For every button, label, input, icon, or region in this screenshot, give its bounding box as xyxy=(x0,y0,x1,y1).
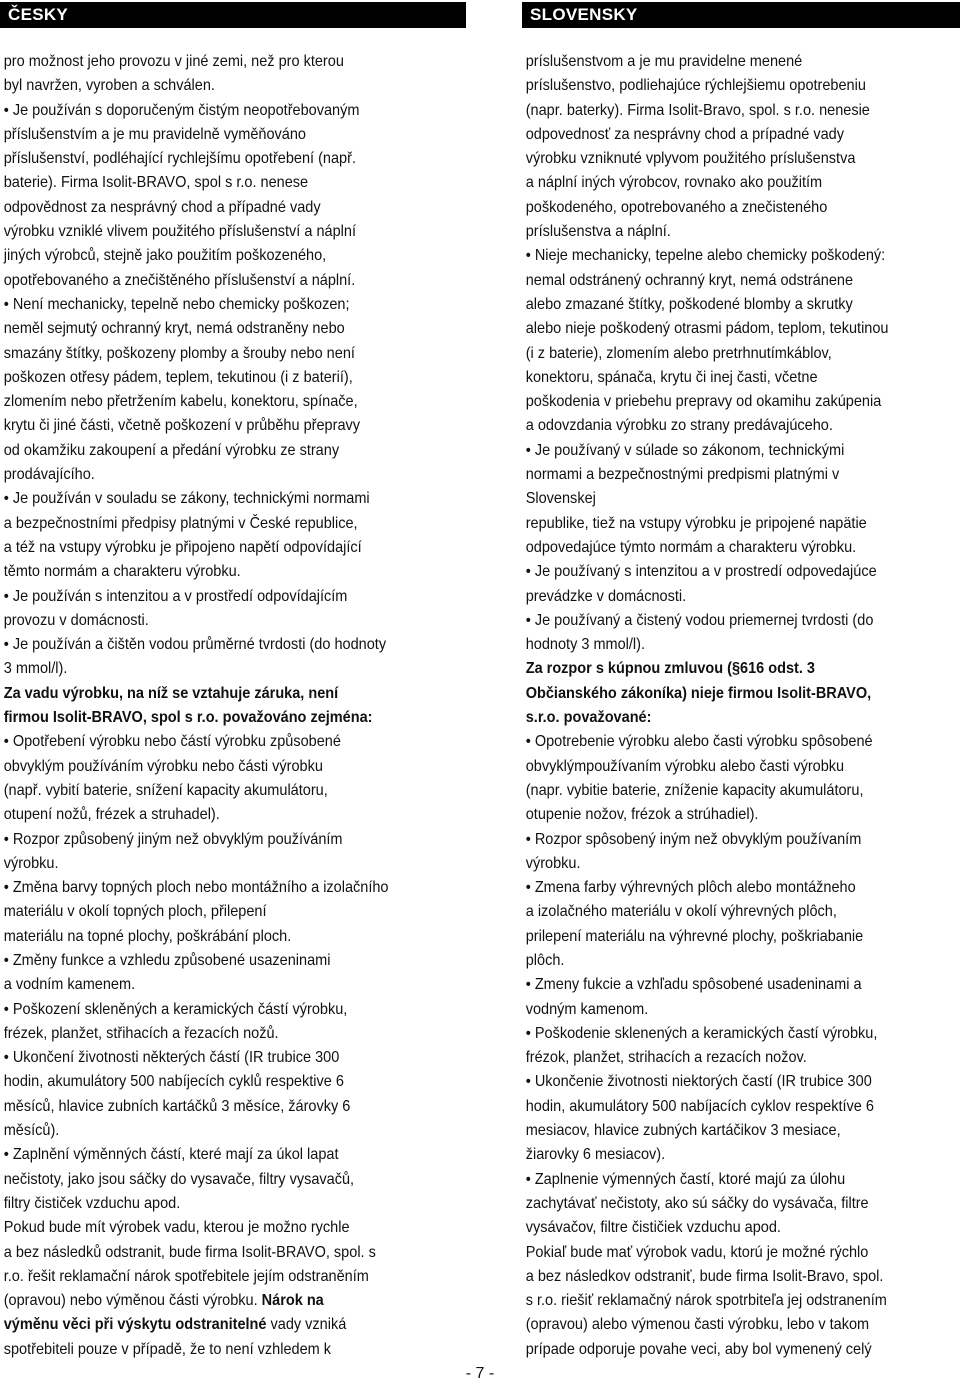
text-line: alebo zmazané štítky, poškodené blomby a skrutky xyxy=(525,295,853,313)
text-line: a vodním kamenem. xyxy=(3,976,136,994)
text-line: vysávačov, filtre čističiek vzduchu apod. xyxy=(525,1219,781,1237)
text-line: pro možnost jeho provozu v jiné zemi, než pro kterou xyxy=(3,53,344,70)
text-line: a bez následků odstranit, bude firma Isolit-BRAVO, spol. s xyxy=(3,1243,376,1261)
text-line: výrobku. xyxy=(525,854,581,872)
text-line: měsíců, hlavice zubních kartáčků 3 měsíce, žárovky 6 xyxy=(3,1097,351,1115)
text-fragment: vady vzniká xyxy=(266,1316,347,1334)
text-line: prilepení materiálu na výhrevné plochy, poškriabanie xyxy=(525,927,864,945)
text-line: nemal odstránený ochranný kryt, nemá odstránene xyxy=(525,271,854,289)
text-line: otupení nožů, frézek a struhadel). xyxy=(3,806,220,824)
text-line: a bez následkov odstraniť, bude firma Isolit-Bravo, spol. xyxy=(525,1267,884,1285)
text-line: poškozen otřesy pádem, teplem, tekutinou (i z baterií), xyxy=(3,368,353,386)
text-line: smazány štítky, poškozeny plomby a šrouby nebo není xyxy=(3,344,355,362)
text-line: filtry čističek vzduchu apod. xyxy=(3,1194,181,1212)
text-line: • Je používán s doporučeným čistým neopotřebovaným xyxy=(3,101,360,119)
text-line: materiálu v okolí topných ploch, přilepení xyxy=(3,903,267,921)
text-line: • Zmeny fukcie a vzhľadu spôsobené usadeninami a xyxy=(525,976,862,994)
text-line: výrobku. xyxy=(3,854,59,872)
bold-line: Občianského zákoníka) nieje firmou Isolit-BRAVO, xyxy=(525,684,872,702)
text-line: odpovedajúce týmto normám a charakteru výrobku. xyxy=(525,538,857,556)
text-line: (napr. vybitie baterie, zníženie kapacity akumulátoru, xyxy=(525,781,864,799)
text-line: • Poškození skleněných a keramických částí výrobku, xyxy=(3,1000,348,1018)
text-line: konektoru, spánača, krytu či inej časti, včetne xyxy=(525,368,818,386)
text-line: obvyklým používáním výrobku nebo části výrobku xyxy=(3,757,323,775)
text-line: prevádzke v domácnosti. xyxy=(525,587,687,605)
text-line: od okamžiku zakoupení a předání výrobku ze strany xyxy=(3,441,340,459)
text-line: a náplní iných výrobcov, rovnako ako použitím xyxy=(525,174,823,192)
bold-line: firmou Isolit-BRAVO, spol s r.o. považováno zejména: xyxy=(3,709,373,727)
text-line: • Změny funkce a vzhledu způsobené usazeninami xyxy=(3,951,331,969)
text-line: zachytávať nečistoty, ako sú sáčky do vysávača, filtre xyxy=(525,1194,869,1212)
bold-fragment: Nárok na xyxy=(261,1292,324,1310)
text-line: (např. vybití baterie, snížení kapacity akumulátoru, xyxy=(3,781,328,799)
slovak-text xyxy=(522,50,960,1362)
text-line: republike, tiež na vstupy výrobku je pripojené napätie xyxy=(525,514,867,532)
text-line: a izolačného materiálu v okolí výhrevných plôch, xyxy=(525,903,837,921)
text-line: měsíců). xyxy=(3,1122,60,1140)
text-line: materiálu na topné plochy, poškrábání ploch. xyxy=(3,927,292,945)
text-line: a též na vstupy výrobku je připojeno napětí odpovídající xyxy=(3,538,362,556)
text-line: prípade odporuje povahe veci, aby bol vymenený celý xyxy=(525,1340,872,1358)
text-line: r.o. řešit reklamační nárok spotřebitele jejím odstraněním xyxy=(3,1267,369,1285)
text-line: a bezpečnostními předpisy platnými v České republice, xyxy=(3,514,358,532)
text-line: normami a bezpečnostnými predpismi platnými v xyxy=(525,466,840,484)
text-line: frézok, planžet, strihacích a rezacích nožov. xyxy=(525,1049,807,1067)
text-line: (i z baterie), zlomením alebo pretrhnutímkáblov, xyxy=(525,344,832,362)
text-line: • Zaplnění výměnných částí, které mají za úkol lapat xyxy=(3,1146,339,1164)
bold-line: Za vadu výrobku, na níž se vztahuje záruka, není xyxy=(3,684,339,702)
text-line xyxy=(4,1289,469,1313)
text-line: (opravou) alebo výmenou časti výrobku, lebo v takom xyxy=(525,1316,870,1334)
text-line: baterie). Firma Isolit-BRAVO, spol s r.o. nenese xyxy=(3,174,309,192)
text-line: žiarovky 6 mesiacov). xyxy=(525,1146,666,1164)
text-line: mesiacov, hlavice zubných kartáčikov 3 mesiace, xyxy=(525,1122,841,1140)
text-line: hodin, akumulátory 500 nabíjecích cyklů respektive 6 xyxy=(3,1073,344,1091)
text-line: • Je používán s intenzitou a v prostředí odpovídajícím xyxy=(3,587,348,605)
text-line: a odovzdania výrobku zo strany predávajúceho. xyxy=(525,417,833,435)
text-fragment: (opravou) nebo výměnou části výrobku. xyxy=(3,1292,262,1310)
text-line: alebo nieje poškodený otrasmi pádom, teplom, tekutinou xyxy=(525,320,889,338)
text-line xyxy=(4,1313,469,1337)
text-line: poškodeného, opotrebovaného a znečisteného xyxy=(525,198,828,216)
text-line: • Poškodenie sklenených a keramických častí výrobku, xyxy=(525,1024,878,1042)
text-line: zlomením nebo přetržením kabelu, konektoru, spínače, xyxy=(3,393,358,411)
text-line: těmto normám a charakteru výrobku. xyxy=(3,563,241,581)
slovak-column xyxy=(522,0,960,1362)
text-line: nečistoty, jako jsou sáčky do vysavače, filtry vysavačů, xyxy=(3,1170,355,1188)
text-line: hodin, akumulátory 500 nabíjacích cyklov respektíve 6 xyxy=(525,1097,874,1115)
text-line: • Rozpor způsobený jiným než obvyklým používáním xyxy=(3,830,343,848)
text-line: • Ukončenie životnosti niektorých častí (IR trubice 300 xyxy=(525,1073,872,1091)
text-line: plôch. xyxy=(525,951,565,969)
text-line: provozu v domácnosti. xyxy=(3,611,149,629)
text-line: • Změna barvy topných ploch nebo montážního a izolačního xyxy=(3,879,389,897)
text-line: výrobku vzniklé vlivem použitého příslušenství a náplní xyxy=(3,223,356,241)
text-line: • Je používaný a čistený vodou priemernej tvrdosti (do xyxy=(525,611,874,629)
czech-column xyxy=(0,0,466,1362)
text-line: • Opotrebenie výrobku alebo časti výrobku spôsobené xyxy=(525,733,873,751)
text-line: odpovednosť za nesprávny chod a prípadné vady xyxy=(525,125,844,143)
text-line: hodnoty 3 mmol/l). xyxy=(525,636,646,654)
slovak-header: SLOVENSKY xyxy=(522,2,960,28)
text-line: výrobku vzniknuté vplyvom použitého príslušenstva xyxy=(525,150,856,168)
text-line: prodávajícího. xyxy=(3,466,95,484)
text-line: • Je používán a čištěn vodou průměrné tvrdosti (do hodnoty xyxy=(3,636,387,654)
text-line: • Rozpor spôsobený iným než obvyklým používaním xyxy=(525,830,862,848)
text-line: vodným kamenom. xyxy=(525,1000,649,1018)
page-number: - 7 - xyxy=(465,1365,495,1382)
text-line: příslušenstvím a je mu pravidelně vyměňováno xyxy=(3,125,306,143)
text-line: s r.o. riešiť reklamačný nárok spotrbiteľa jej odstranením xyxy=(525,1292,887,1310)
bold-fragment: výměnu věci při výskytu odstranitelné xyxy=(3,1316,267,1334)
text-line: otupenie nožov, frézok a strúhadiel). xyxy=(525,806,759,824)
text-line: príslušenstvo, podliehajúce rýchlejšiemu opotrebeniu xyxy=(525,77,866,95)
text-line: • Není mechanicky, tepelně nebo chemicky poškozen; xyxy=(3,295,350,313)
text-line: byl navržen, vyroben a schválen. xyxy=(3,77,215,95)
text-line: • Ukončení životnosti některých částí (IR trubice 300 xyxy=(3,1049,340,1067)
text-line: • Nieje mechanicky, tepelne alebo chemicky poškodený: xyxy=(525,247,886,265)
text-line: odpovědnost za nesprávný chod a případné vady xyxy=(3,198,321,216)
text-line: • Je používaný v súlade so zákonom, technickými xyxy=(525,441,845,459)
text-line: príslušenstvom a je mu pravidelne menené xyxy=(525,53,803,70)
text-line: příslušenství, podléhající rychlejšímu opotřebení (např. xyxy=(3,150,356,168)
text-line: jiných výrobců, stejně jako použitím poškozeného, xyxy=(3,247,327,265)
text-line: • Je používaný s intenzitou a v prostredí odpovedajúce xyxy=(525,563,877,581)
text-line: (napr. baterky). Firma Isolit-Bravo, spol. s r.o. nenesie xyxy=(525,101,870,119)
text-line: spotřebiteli pouze v případě, že to není vzhledem k xyxy=(3,1340,332,1358)
text-line: opotřebovaného a znečištěného příslušenství a náplní. xyxy=(3,271,356,289)
text-line: Pokiaľ bude mať výrobok vadu, ktorú je možné rýchlo xyxy=(525,1243,869,1261)
text-line: • Je používán v souladu se zákony, technickými normami xyxy=(3,490,370,508)
text-line: krytu či jiné části, včetně poškození v průběhu přepravy xyxy=(3,417,361,435)
text-line: • Opotřebení výrobku nebo částí výrobku způsobené xyxy=(3,733,341,751)
text-line: 3 mmol/l). xyxy=(3,660,68,678)
text-line: príslušenstva a náplní. xyxy=(525,223,671,241)
text-line: poškodenia v priebehu prepravy od okamihu zakúpenia xyxy=(525,393,882,411)
bold-line: Za rozpor s kúpnou zmluvou (§616 odst. 3 xyxy=(525,660,816,678)
text-line: neměl sejmutý ochranný kryt, nemá odstraněny nebo xyxy=(3,320,345,338)
text-line: • Zaplnenie výmenných častí, ktoré majú za úlohu xyxy=(525,1170,846,1188)
text-line: frézek, planžet, střihacích a řezacích nožů. xyxy=(3,1024,279,1042)
text-line: Slovenskej xyxy=(525,490,596,508)
text-line: Pokud bude mít výrobek vadu, kterou je možno rychle xyxy=(3,1219,350,1237)
czech-text xyxy=(0,50,469,1362)
bold-line: s.r.o. považované: xyxy=(525,709,652,727)
text-line: obvyklýmpoužívaním výrobku alebo časti výrobku xyxy=(525,757,845,775)
czech-header: ČESKY xyxy=(0,2,466,28)
text-line: • Zmena farby výhrevných plôch alebo montážneho xyxy=(525,879,856,897)
